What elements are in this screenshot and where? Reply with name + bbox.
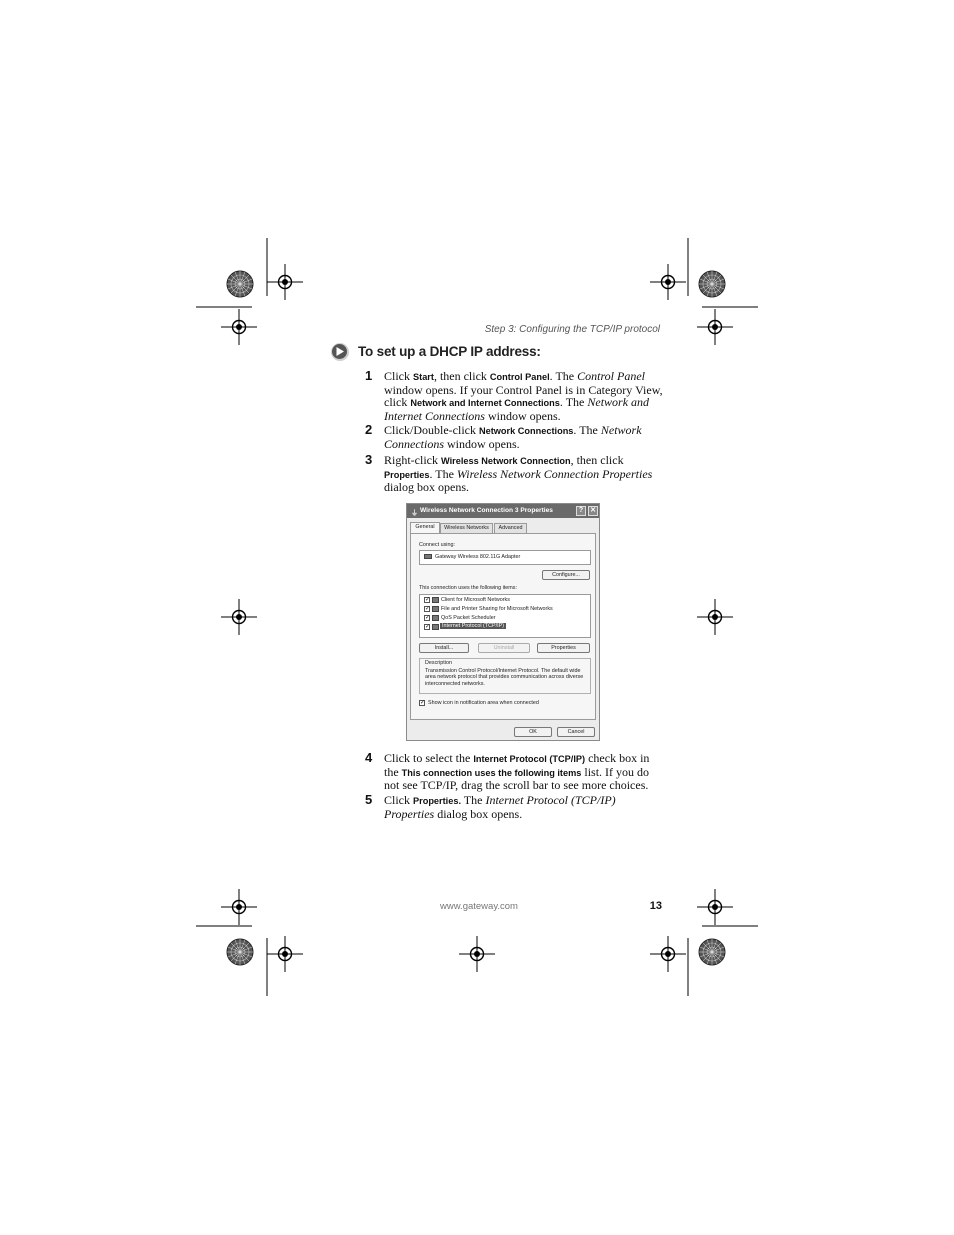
adapter-name: Gateway Wireless 802.11G Adapter bbox=[435, 554, 521, 560]
show-icon-label: Show icon in notification area when connected bbox=[428, 700, 539, 706]
item-checkbox[interactable]: ✓ bbox=[425, 597, 431, 603]
step-number: 2 bbox=[365, 422, 373, 437]
description-group bbox=[419, 658, 591, 694]
ok-button[interactable]: OK bbox=[514, 727, 552, 737]
step-5-text: Click Properties. The Internet Protocol (TCP/IP) Properties dialog box opens. bbox=[384, 793, 616, 821]
client-icon bbox=[432, 597, 439, 603]
tab-wireless-networks[interactable]: Wireless Networks bbox=[440, 523, 493, 533]
item-checkbox[interactable]: ✓ bbox=[425, 606, 431, 612]
step-number: 1 bbox=[365, 368, 373, 383]
connect-using-label: Connect using: bbox=[419, 542, 455, 548]
step-number: 5 bbox=[365, 792, 373, 807]
description-text: Transmission Control Protocol/Internet Protocol. The default wide area network protocol that provides communication across diverse interconnected networks. bbox=[425, 668, 584, 687]
cancel-button[interactable]: Cancel bbox=[557, 727, 595, 737]
page-number: 13 bbox=[649, 900, 662, 912]
step-1-text: Click Start, then click Control Panel. The Control Panel window opens. If your Control Panel is in Category View, click Network and Internet Connections. The Network and Internet Connections window opens. bbox=[384, 369, 663, 423]
general-panel bbox=[410, 533, 596, 720]
footer-url: www.gateway.com bbox=[440, 901, 518, 912]
tab-general[interactable]: General bbox=[410, 522, 440, 533]
section-title: To set up a DHCP IP address: bbox=[358, 344, 541, 359]
step-number: 4 bbox=[365, 750, 373, 765]
items-label: This connection uses the following items: bbox=[419, 585, 517, 591]
protocol-icon bbox=[432, 624, 439, 630]
scheduler-icon bbox=[432, 615, 439, 621]
help-button[interactable]: ? bbox=[576, 506, 586, 516]
list-item[interactable]: File and Printer Sharing for Microsoft Networks bbox=[441, 606, 553, 612]
step-number: 3 bbox=[365, 452, 373, 467]
adapter-icon bbox=[424, 554, 432, 559]
properties-button[interactable]: Properties bbox=[537, 643, 590, 653]
items-list bbox=[419, 594, 591, 638]
step-2-text: Click/Double-click Network Connections. The Network Connections window opens. bbox=[384, 423, 642, 451]
list-item[interactable]: QoS Packet Scheduler bbox=[441, 615, 496, 621]
dialog-titlebar bbox=[407, 504, 599, 518]
printer-sharing-icon bbox=[432, 606, 439, 612]
step-3-text: Right-click Wireless Network Connection, then click Properties. The Wireless Network Connection Properties dialog box opens. bbox=[384, 453, 653, 494]
running-header: Step 3: Configuring the TCP/IP protocol bbox=[484, 324, 660, 335]
list-item-selected[interactable]: Internet Protocol (TCP/IP) bbox=[442, 623, 505, 629]
uninstall-button[interactable]: Uninstall bbox=[478, 643, 530, 653]
list-item[interactable]: Client for Microsoft Networks bbox=[441, 597, 510, 603]
play-arrow-icon bbox=[330, 342, 350, 362]
tab-advanced[interactable]: Advanced bbox=[494, 523, 527, 533]
dialog-title: Wireless Network Connection 3 Properties bbox=[420, 507, 553, 514]
properties-dialog-screenshot bbox=[406, 503, 600, 741]
close-button[interactable]: ✕ bbox=[588, 506, 598, 516]
install-button[interactable]: Install... bbox=[419, 643, 469, 653]
configure-button[interactable]: Configure... bbox=[542, 570, 590, 580]
network-icon: ⏚ bbox=[411, 510, 418, 517]
item-checkbox[interactable]: ✓ bbox=[425, 624, 431, 630]
adapter-field bbox=[419, 550, 591, 565]
show-icon-checkbox[interactable]: ✓ bbox=[420, 700, 426, 706]
item-checkbox[interactable]: ✓ bbox=[425, 615, 431, 621]
step-4-text: Click to select the Internet Protocol (TCP/IP) check box in the This connection uses the following items list. If you do not see TCP/IP, drag the scroll bar to see more choices. bbox=[384, 751, 650, 792]
description-label: Description bbox=[425, 660, 452, 666]
